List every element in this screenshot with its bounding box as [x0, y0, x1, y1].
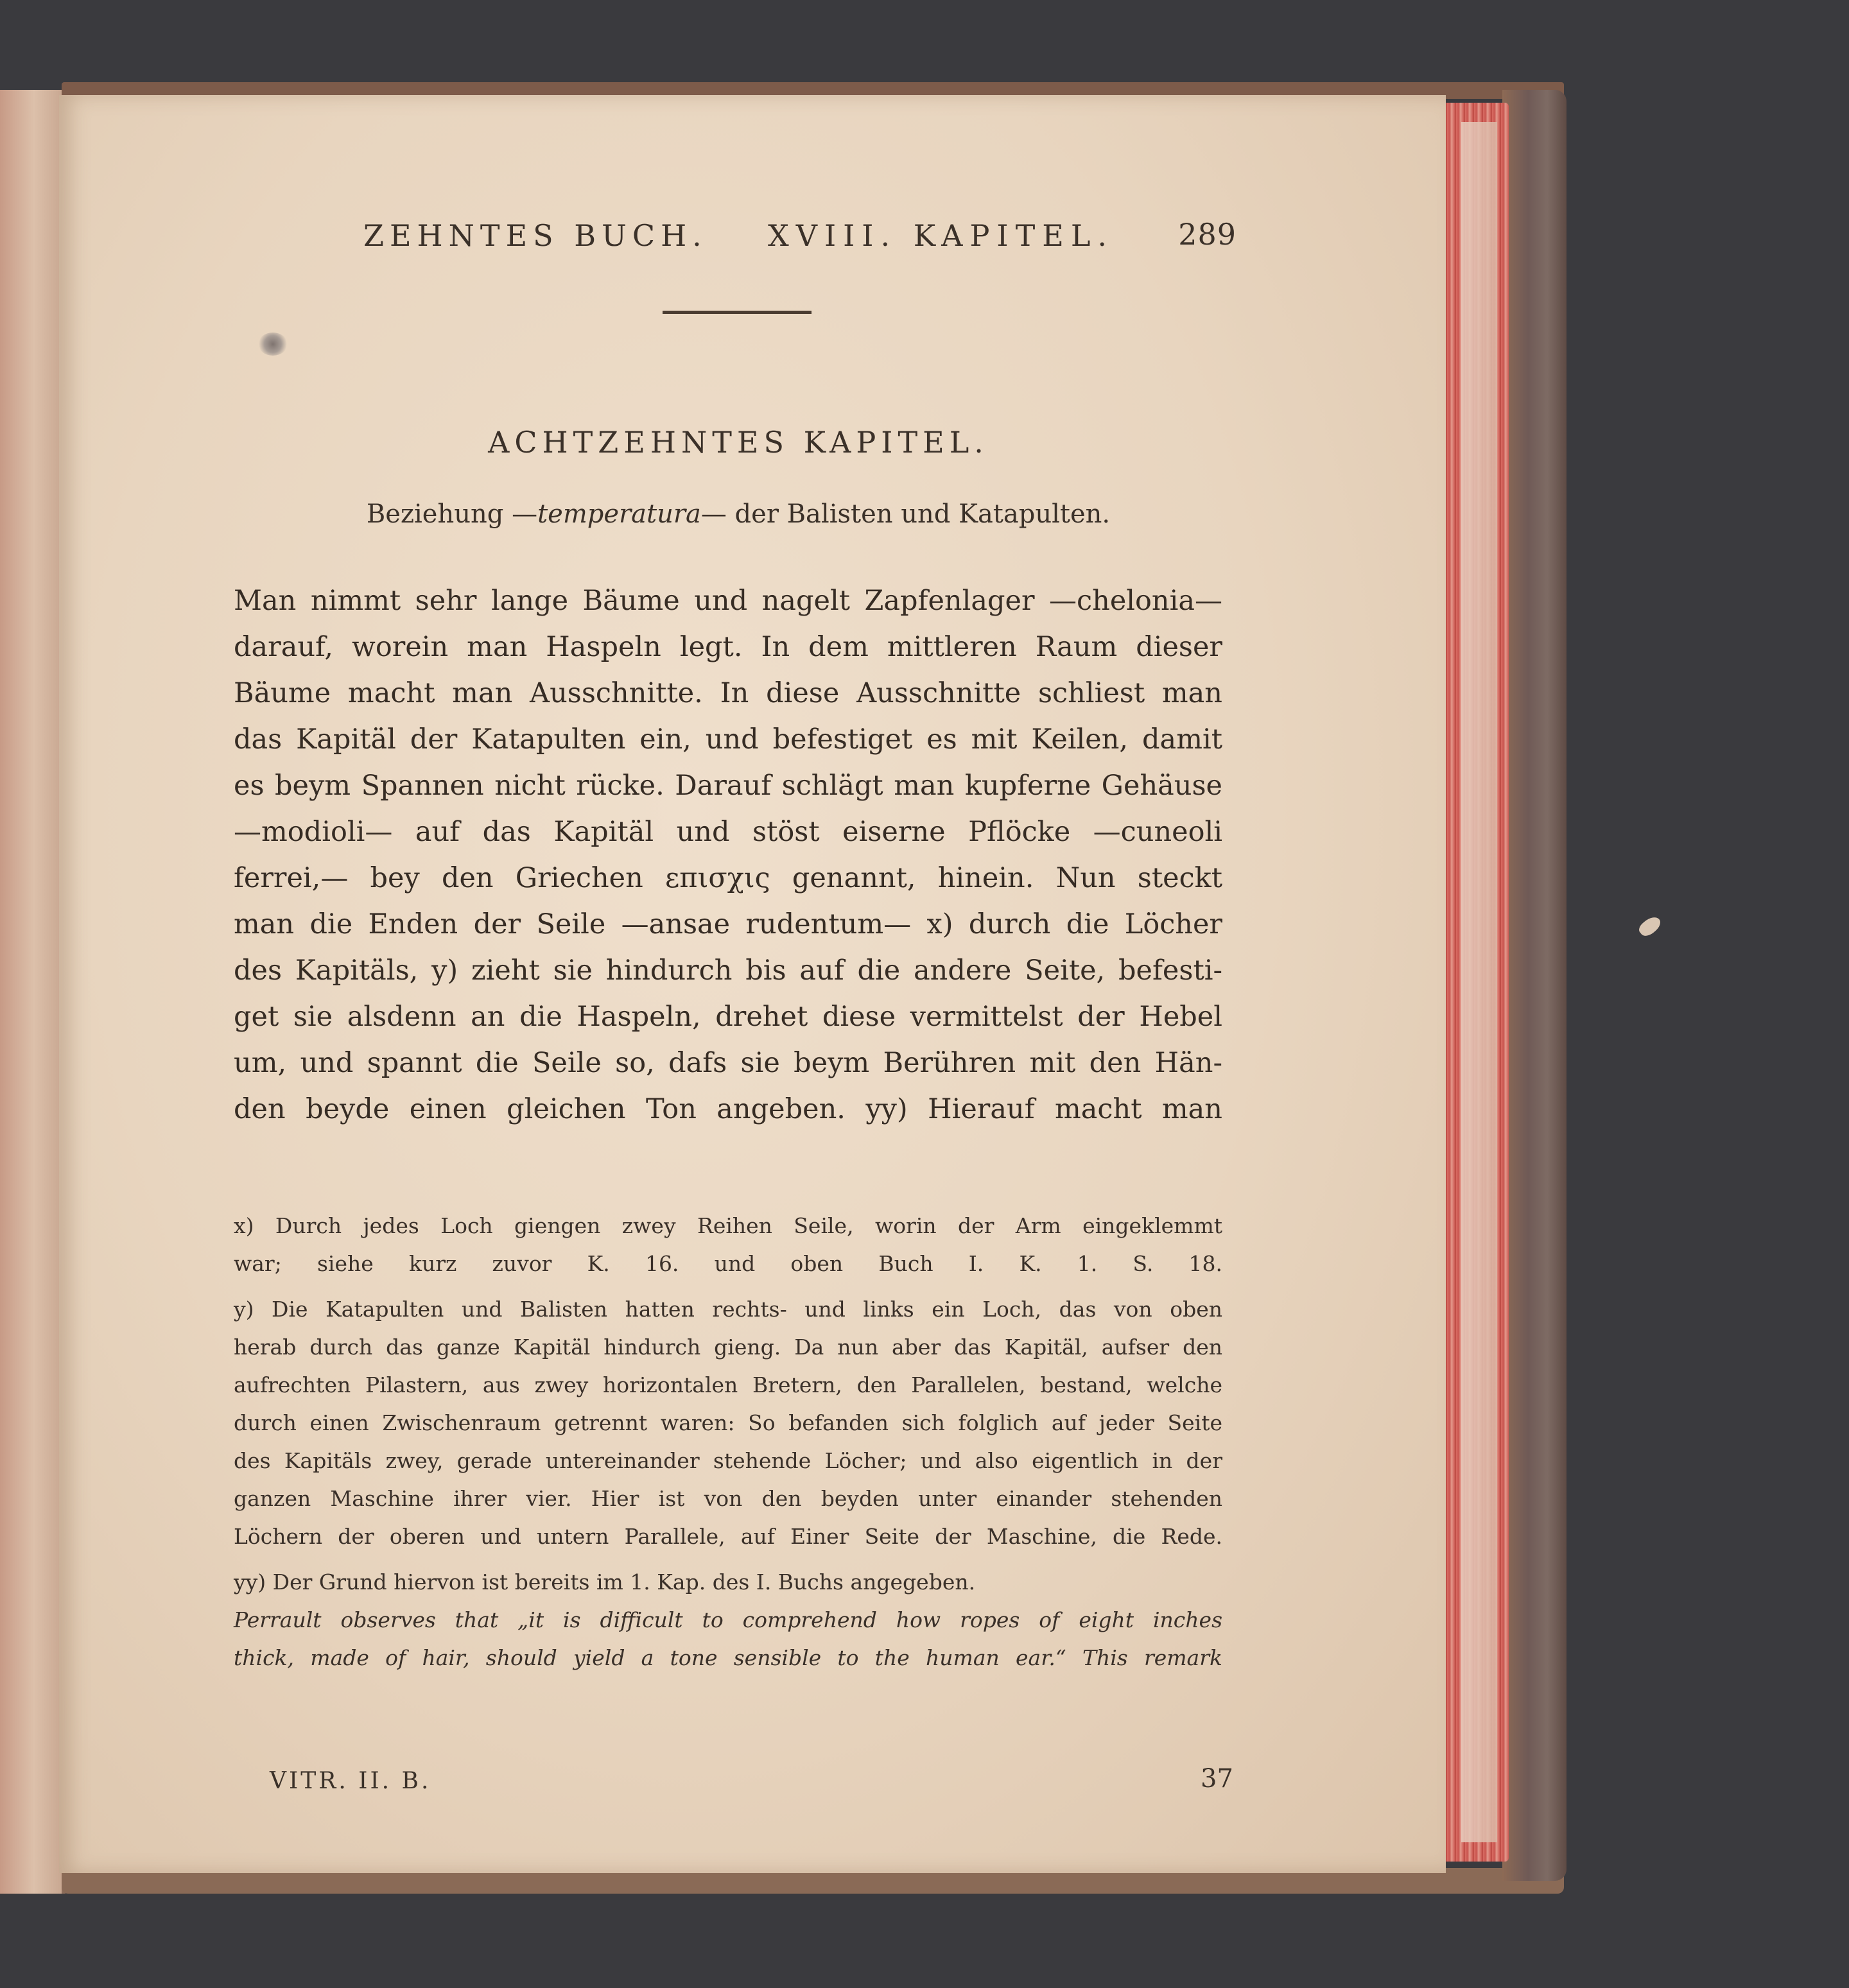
chapter-subtitle: [257, 499, 1220, 529]
footnote-yy-line: thick, made of hair, should yield a tone sensible to the human ear.“ This remark: [234, 1645, 1222, 1670]
body-line: ferrei,— bey den Griechen επισχις genannt, hinein. Nun steckt: [234, 862, 1222, 894]
body-line: des Kapitäls, y) zieht sie hindurch bis auf die andere Seite, befesti-: [234, 955, 1222, 987]
header-chapter: XVIII. KAPITEL.: [768, 218, 1114, 253]
subtitle-suffix: — der Balisten und Katapulten.: [700, 499, 1111, 529]
body-line: Man nimmt sehr lange Bäume und nagelt Zapfenlager —chelonia—: [234, 585, 1222, 617]
page-fore-edge: [1438, 103, 1509, 1862]
body-line: das Kapitäl der Katapulten ein, und befestiget es mit Keilen, damit: [234, 723, 1222, 756]
previous-page-edge: [0, 90, 65, 1894]
footnote-y-line: des Kapitäls zwey, gerade untereinander stehende Löcher; und also eigentlich in der: [234, 1448, 1222, 1473]
header-rule: [663, 311, 812, 314]
paper-fragment: [1636, 913, 1663, 939]
subtitle-prefix: Beziehung —: [366, 499, 538, 529]
footnote-x-line: x) Durch jedes Loch giengen zwey Reihen Seile, worin der Arm eingeklemmt: [234, 1213, 1222, 1238]
body-line: es beym Spannen nicht rücke. Darauf schlägt man kupferne Gehäuse: [234, 770, 1222, 802]
footnote-y-line: y) Die Katapulten und Balisten hatten rechts- und links ein Loch, das von oben: [234, 1297, 1222, 1322]
running-header: [363, 212, 1237, 257]
footnote-yy-line: yy) Der Grund hiervon ist bereits im 1. Kap. des I. Buchs angegeben.: [234, 1569, 976, 1595]
ink-smudge: [258, 333, 288, 356]
book-cover-right: [1502, 90, 1567, 1881]
body-line: um, und spannt die Seile so, dafs sie beym Berühren mit den Hän-: [234, 1047, 1222, 1079]
page-number: 289: [1178, 217, 1237, 252]
body-line: —modioli— auf das Kapitäl und stöst eiserne Pflöcke —cuneoli: [234, 816, 1222, 848]
subtitle-latin: temperatura: [537, 499, 701, 529]
footnote-y-line: durch einen Zwischenraum getrennt waren: So befanden sich folglich auf jeder Seite: [234, 1410, 1222, 1435]
footnote-y-line: ganzen Maschine ihrer vier. Hier ist von den beyden unter einander stehenden: [234, 1486, 1222, 1511]
header-book: ZEHNTES BUCH.: [363, 218, 707, 253]
body-line: Bäume macht man Ausschnitte. In diese Ausschnitte schliest man: [234, 677, 1222, 709]
chapter-title: ACHTZEHNTES KAPITEL.: [488, 425, 989, 460]
body-line: darauf, worein man Haspeln legt. In dem mittleren Raum dieser: [234, 631, 1222, 663]
signature-number: 37: [1201, 1764, 1233, 1794]
body-text: [234, 578, 1222, 1132]
footnote-y-line: Löchern der oberen und untern Parallele, auf Einer Seite der Maschine, die Rede.: [234, 1524, 1222, 1549]
footnotes: [234, 1207, 1222, 1677]
body-line: man die Enden der Seile —ansae rudentum— x) durch die Löcher: [234, 908, 1222, 940]
body-line: den beyde einen gleichen Ton angeben. yy) Hierauf macht man: [234, 1093, 1222, 1125]
footnote-x-line: war; siehe kurz zuvor K. 16. und oben Buch I. K. 1. S. 18.: [234, 1251, 1222, 1276]
footnote-yy-line: Perrault observes that „it is difficult to comprehend how ropes of eight inches: [234, 1607, 1222, 1632]
printer-signature: VITR. II. B.: [270, 1768, 431, 1794]
footnote-y-line: aufrechten Pilastern, aus zwey horizontalen Bretern, den Parallelen, bestand, welche: [234, 1372, 1222, 1397]
footnote-y-line: herab durch das ganze Kapitäl hindurch gieng. Da nun aber das Kapitäl, aufser den: [234, 1335, 1222, 1360]
body-line: get sie alsdenn an die Haspeln, drehet diese vermittelst der Hebel: [234, 1001, 1222, 1033]
